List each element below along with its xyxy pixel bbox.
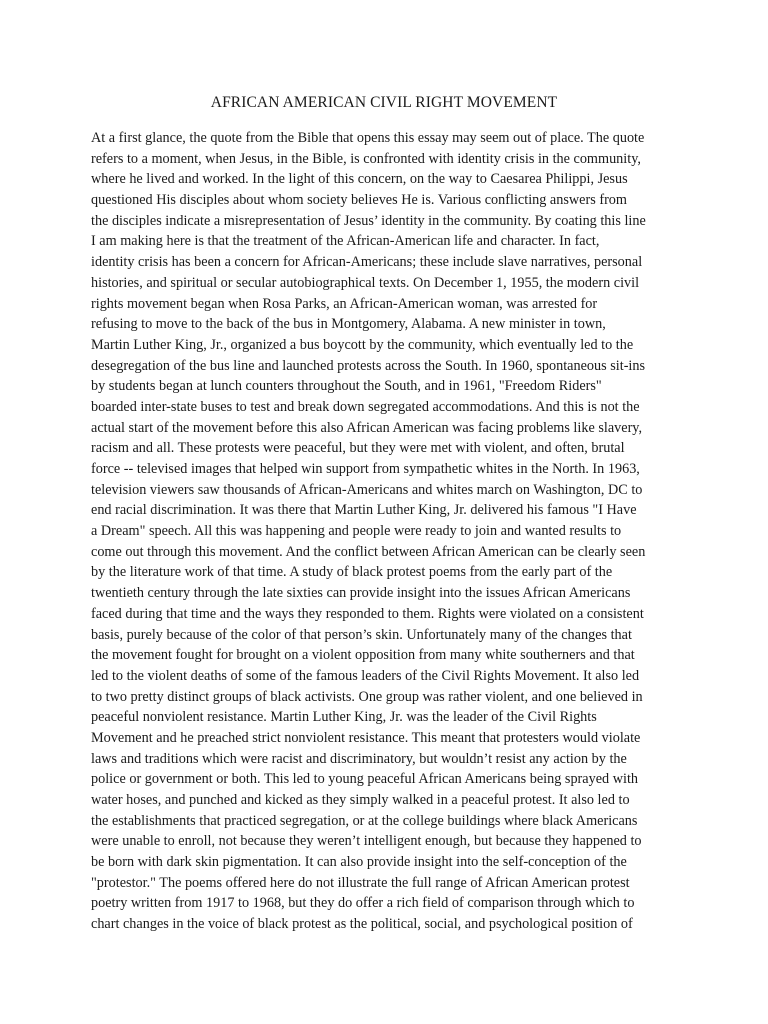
text-line: poetry written from 1917 to 1968, but they do offer a rich field of comparison through which to [91, 895, 635, 912]
text-line: led to the violent deaths of some of the famous leaders of the Civil Rights Movement. It also led [91, 667, 640, 684]
text-line: the establishments that practiced segregation, or at the college buildings where black Americans [91, 812, 638, 829]
text-line: refusing to move to the back of the bus in Montgomery, Alabama. A new minister in town, [91, 316, 606, 333]
text-line: force -- televised images that helped win support from sympathetic whites in the North. In 1963, [91, 461, 640, 477]
text-line: refers to a moment, when Jesus, in the Bible, is confronted with identity crisis in the community, [91, 150, 641, 167]
text-line: police or government or both. This led to young peaceful African Americans being sprayed with [91, 771, 639, 788]
text-line: "protestor." The poems offered here do not illustrate the full range of African American protest [91, 874, 630, 891]
text-line: boarded inter-state buses to test and break down segregated accommodations. And this is not the [91, 398, 640, 415]
body-paragraph [91, 128, 691, 935]
text-line: questioned His disciples about whom society believes He is. Various conflicting answers from [91, 192, 627, 209]
text-line: were unable to enroll, not because they weren’t intelligent enough, but because they happened to [91, 833, 642, 850]
text-line: water hoses, and punched and kicked as they simply walked in a peaceful protest. It also led to [91, 792, 630, 808]
text-line: rights movement began when Rosa Parks, an African-American woman, was arrested for [91, 295, 598, 312]
text-line: actual start of the movement before this also African American was facing problems like slavery, [91, 419, 643, 436]
text-line: come out through this movement. And the conflict between African American can be clearly seen [91, 543, 646, 560]
text-line: histories, and spiritual or secular autobiographical texts. On December 1, 1955, the modern civil [91, 274, 640, 291]
text-line: be born with dark skin pigmentation. It can also provide insight into the self-conception of the [91, 854, 627, 871]
text-line: Martin Luther King, Jr., organized a bus boycott by the community, which eventually led to the [91, 336, 634, 353]
text-line: where he lived and worked. In the light of this concern, on the way to Caesarea Philippi, Jesus [91, 171, 628, 188]
text-line: racism and all. These protests were peaceful, but they were met with violent, and often, brutal [91, 440, 625, 457]
page-title: AFRICAN AMERICAN CIVIL RIGHT MOVEMENT [210, 94, 558, 111]
text-line: to two pretty distinct groups of black activists. One group was rather violent, and one believed in [91, 688, 643, 705]
text-line: faced during that time and the ways they responded to them. Rights were violated on a consistent [91, 605, 644, 622]
text-line: television viewers saw thousands of African-Americans and whites march on Washington, DC to [91, 481, 643, 498]
text-line: the movement fought for brought on a violent opposition from many white southerners and that [91, 647, 635, 664]
text-line: peaceful nonviolent resistance. Martin Luther King, Jr. was the leader of the Civil Rights [91, 709, 597, 726]
text-line: twentieth century through the late sixties can provide insight into the issues African Americans [91, 585, 631, 602]
text-line: by students began at lunch counters throughout the South, and in 1961, "Freedom Riders" [91, 378, 602, 395]
text-line: end racial discrimination. It was there that Martin Luther King, Jr. delivered his famous "I Have [91, 502, 637, 519]
text-line: laws and traditions which were racist and discriminatory, but wouldn’t resist any action by the [91, 750, 627, 767]
text-line: by the literature work of that time. A study of black protest poems from the early part of the [91, 564, 613, 581]
text-line: I am making here is that the treatment of the African-American life and character. In fact, [91, 233, 600, 250]
text-line: chart changes in the voice of black protest as the political, social, and psychological position of [91, 916, 633, 933]
text-line: the disciples indicate a misrepresentation of Jesus’ identity in the community. By coating this line [91, 212, 646, 229]
text-line: basis, purely because of the color of that person’s skin. Unfortunately many of the changes that [91, 626, 632, 643]
text-line: At a first glance, the quote from the Bible that opens this essay may seem out of place. The quote [91, 130, 645, 146]
text-line: a Dream" speech. All this was happening and people were ready to join and wanted results to [91, 523, 622, 540]
text-line: identity crisis has been a concern for African-Americans; these include slave narratives, personal [91, 254, 643, 271]
text-line: desegregation of the bus line and launched protests across the South. In 1960, spontaneous sit-ins [91, 357, 646, 374]
text-line: Movement and he preached strict nonviolent resistance. This meant that protesters would violate [91, 729, 641, 746]
